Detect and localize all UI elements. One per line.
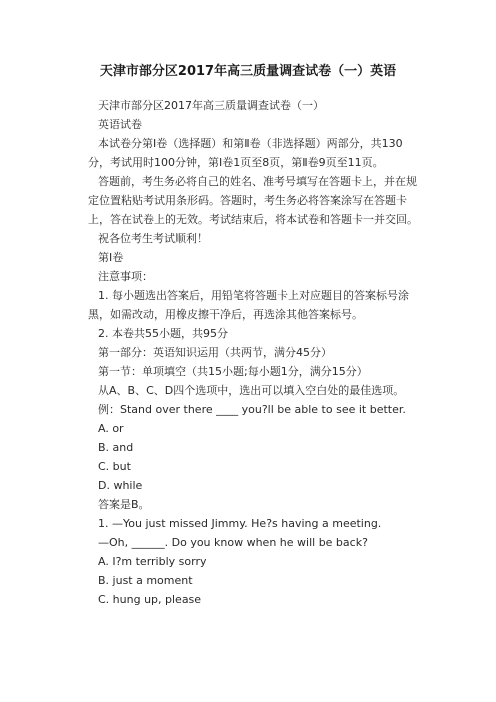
- text-line: 1. —You just missed Jimmy. He?s having a meeting.: [98, 517, 382, 530]
- text-line: 例：Stand over there ____ you?ll be able to see it better.: [98, 403, 406, 416]
- text-line: D. while: [98, 479, 143, 492]
- text-line: 答题前，考生务必将自己的姓名、准考号填写在答题卡上，并在规定位置粘贴考试用条形码。答题时，考生务必将答案涂写在答题卡上，答在试卷上的无效。考试结束后，将本试卷和答题卡一并交回。: [88, 175, 418, 226]
- text-line: A. or: [98, 422, 124, 435]
- text-line: 本试卷分第Ⅰ卷（选择题）和第Ⅱ卷（非选择题）两部分，共130分，考试用时100分钟，第Ⅰ卷1页至8页，第Ⅱ卷9页至11页。: [88, 137, 403, 169]
- text-line: 答案是B。: [98, 498, 150, 511]
- text-line: 从A、B、C、D四个选项中，选出可以填入空白处的最佳选项。: [98, 384, 405, 397]
- text-line: 祝各位考生考试顺利！: [98, 232, 208, 245]
- text-line: C. but: [98, 460, 131, 473]
- text-line: —Oh, ______. Do you know when he will be back?: [98, 536, 368, 549]
- document-title: 天津市部分区2017年高三质量调查试卷（一）英语: [99, 64, 397, 79]
- text-line: 2. 本卷共55小题，共95分: [98, 327, 228, 340]
- text-line: 第Ⅰ卷: [98, 251, 124, 264]
- text-line: C. hung up, please: [98, 593, 202, 606]
- text-line: 英语试卷: [98, 118, 142, 131]
- text-line: A. I?m terribly sorry: [98, 555, 207, 568]
- text-line: 天津市部分区2017年高三质量调查试卷（一）: [98, 99, 324, 112]
- text-line: B. just a moment: [98, 574, 193, 587]
- text-line: 第一节：单项填空（共15小题;每小题1分，满分15分）: [98, 365, 368, 378]
- text-line: 1. 每小题选出答案后，用铅笔将答题卡上对应题目的答案标号涂黑，如需改动，用橡皮擦干净后，再选涂其他答案标号。: [88, 289, 409, 321]
- text-line: 注意事项：: [98, 270, 153, 283]
- text-line: B. and: [98, 441, 134, 454]
- document-body: [88, 96, 424, 609]
- text-line: 第一部分：英语知识运用（共两节，满分45分）: [98, 346, 332, 359]
